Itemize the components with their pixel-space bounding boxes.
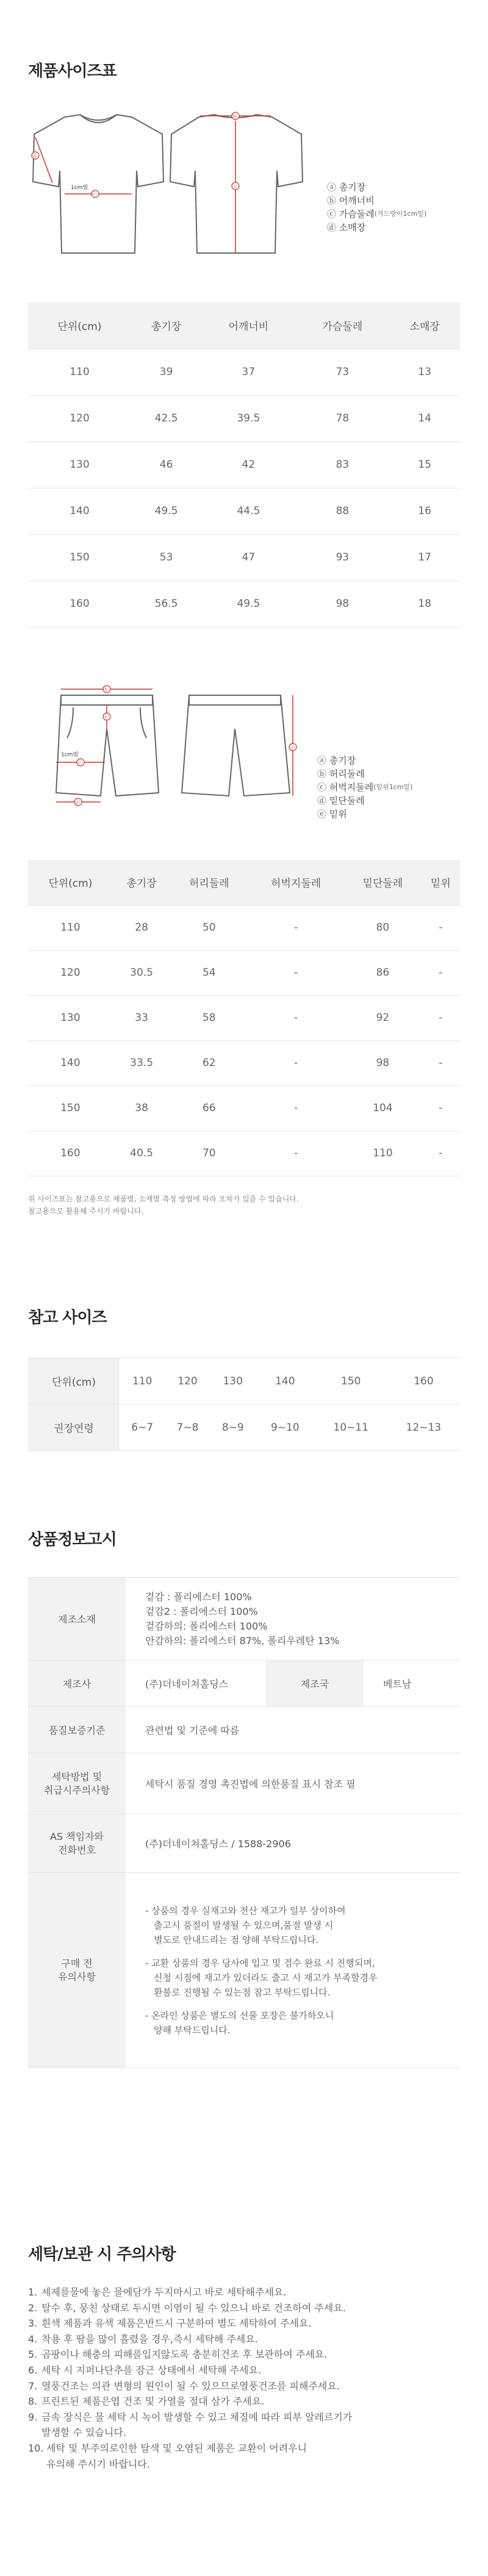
material-label: 제조소재 [28,1578,126,1661]
material-value: 겉감 : 폴리에스터 100% 겉감2 : 폴리에스터 100% 겉감하의: 폴리에스터 100% 안감하의: 폴리에스터 87%, 폴리우레탄 13% [126,1578,460,1661]
top-legend-c: ⓒ 가슴둘레 (겨드랑이1cm밑) [327,209,427,220]
table-row: 160 56.5 49.5 98 18 [28,581,460,627]
maker-value: (주)더네이쳐홀딩스 [126,1661,266,1707]
list-item: 8. 프린트된 제품은엽 건조 및 가열을 절대 삼가 주세요. [28,2395,265,2408]
bottom-legend-b: ⓑ 허리둘레 [317,768,365,779]
standard-value: 관련법 및 기준에 따름 [126,1707,460,1753]
bottom-th-hem: 밑단둘레 [344,860,422,905]
bottom-th-rise: 밑위 [422,860,460,905]
top-legend-d: ⓓ 소매장 [327,222,366,233]
maker-label: 제조사 [28,1661,126,1707]
shorts-front [56,695,159,796]
list-item: 10. 세탁 및 부주의로인한 탈색 및 오염된 제품은 교환이 어려우니 유의해 주시기 바랍니다. [28,2442,307,2470]
tshirt-label-a: ⓐ [232,184,238,190]
size-note: 위 사이즈표는 참고용으로 제품별, 소재별 측정 방법에 따라 오차가 있을 수 있습니다. 참고용으로 활용해 주시기 바랍니다. [28,1195,299,1215]
table-row: 130 33 58 - 92 - [28,995,460,1040]
as-label: AS 책임자와 전화번호 [28,1814,126,1873]
list-item: 5. 곰팡이나 해충의 피해를입지않도록 충분히건조 후 보관하여 주세요. [28,2349,328,2361]
country-value: 베트남 [364,1661,460,1707]
list-item: 1. 세제를물에 놓은 물에담가 두지마시고 바로 세탁해주세요. [28,2286,287,2298]
tshirt-label-hem: 1cm띰 [71,185,88,191]
tshirt-front [33,115,163,253]
shorts-label-d: ⓓ [74,800,81,806]
shorts-label-e: ⓔ [103,715,109,721]
top-size-legend [327,181,426,234]
top-legend-a: ⓐ 총기장 [327,182,366,193]
list-item: 2. 탈수 후, 뭉친 상태로 두시면 이염이 될 수 있으니 바로 건조하여 주세요. [28,2302,346,2314]
bottom-legend-a: ⓐ 총기장 [317,755,356,766]
top-size-table [28,302,460,628]
product-info-title: 상품정보고시 [28,1531,117,1549]
tshirt-label-c: ⓒ [92,192,98,198]
bottom-size-table [28,860,460,1176]
care-title: 세탁/보관 시 주의사항 [28,2245,176,2264]
top-th-unit: 단위(cm) [28,302,131,349]
bottom-th-thigh: 허벅지둘레 [248,860,344,905]
bottom-legend-c: ⓒ 허벅지둘레 (밑위1cm밑) [317,782,413,793]
shorts-label-c: ⓒ [77,760,83,767]
bottom-legend-d: ⓓ 밑단둘레 [317,795,365,806]
table-row: 110 39 37 73 13 [28,349,460,395]
list-item: 9. 금속 장식은 물 세탁 시 녹이 발생할 수 있고 체질에 따라 피부 알레르기가 발생할 수 있습니다. [28,2411,353,2439]
country-label: 제조국 [266,1661,364,1707]
table-row: 110 28 50 - 80 - [28,905,460,950]
tshirt-label-b: ⓑ [232,114,238,120]
as-value: (주)더네이쳐홀딩스 / 1588-2906 [126,1814,460,1873]
table-row: 140 49.5 44.5 88 16 [28,488,460,534]
table-row: 130 46 42 83 15 [28,442,460,488]
tshirt-diagram [28,104,315,268]
table-row: 160 40.5 70 - 110 - [28,1131,460,1176]
table-row: 150 38 66 - 104 - [28,1086,460,1131]
table-row: 120 30.5 54 - 86 - [28,950,460,995]
ref-unit-label: 단위(cm) [28,1358,120,1404]
tshirt-label-d: ⓓ [32,154,38,160]
product-info-table [28,1577,460,2068]
standard-label: 품질보증기준 [28,1707,126,1753]
wash-value: 세탁시 품질 경영 촉진법에 의한품질 표시 참조 필 [126,1753,460,1814]
bottom-size-legend [317,754,412,821]
list-item: 3. 흰색 제품과 유색 제품은반드시 구분하여 별도 세탁하여 주세요. [28,2317,312,2330]
top-size-title: 제품사이즈표 [28,62,117,80]
top-th-shoulder: 어깨너비 [201,302,295,349]
table-row: 140 33.5 62 - 98 - [28,1040,460,1086]
top-legend-b: ⓑ 어깨너비 [327,195,375,206]
shorts-label-a: ⓐ [289,745,295,751]
bottom-th-waist: 허리둘레 [171,860,248,905]
shorts-label-b: ⓑ [103,687,109,693]
caution-label: 구매 전 유의사항 [28,1873,126,2068]
top-th-length: 총기장 [131,302,202,349]
list-item: 4. 착용 후 땀을 많이 흘렸을 경우,즉시 세탁해 주세요. [28,2333,258,2345]
ref-age-label: 권장연령 [28,1404,120,1451]
shorts-diagram [49,671,305,823]
bottom-legend-e: ⓔ 밑위 [317,809,347,820]
caution-value: - 상품의 경우 실재고와 전산 재고가 일부 상이하여 출고시 품절이 발생될 수 있으며,품절 발생 시 별도로 안내드리는 점 양해 부탁드립니다. - 교환 상품의 경우 당사에 입고 및 검수 완료 시 진행되며, 신청 시점에 재고가 있더라도 출고 시 재고가 부족할경우 환불로 진행될 수 있는점 참고 부탁드립니다. - 온라인 상품은 별도의 선물 포장은 불가하오니 양해 부탁드립니다. [126,1873,460,2068]
bottom-th-length: 총기장 [113,860,171,905]
ref-size-title: 참고 사이즈 [28,1309,107,1327]
shorts-back [182,695,290,796]
top-th-sleeve: 소매장 [389,302,460,349]
top-th-chest: 가슴둘레 [295,302,389,349]
table-row: 120 42.5 39.5 78 14 [28,395,460,442]
care-list [28,2284,460,2472]
wash-label: 세탁방법 및 취급시주의사항 [28,1753,126,1814]
bottom-th-unit: 단위(cm) [28,860,113,905]
list-item: 6. 세탁 시 지퍼나단추를 잠근 상태에서 세탁해 주세요. [28,2364,262,2376]
table-row: 150 53 47 93 17 [28,534,460,581]
shorts-label-hem: 1cm띰 [61,752,79,758]
ref-size-table: 단위(cm) 110 120 130 140 150 160 권장연령 6~7 7~8 8~9 9~10 10~11 12~13 [28,1358,460,1451]
list-item: 7. 열풍건조는 의관 변형의 원인이 될 수 있으므로열풍건조를 피해주세요. [28,2380,340,2392]
